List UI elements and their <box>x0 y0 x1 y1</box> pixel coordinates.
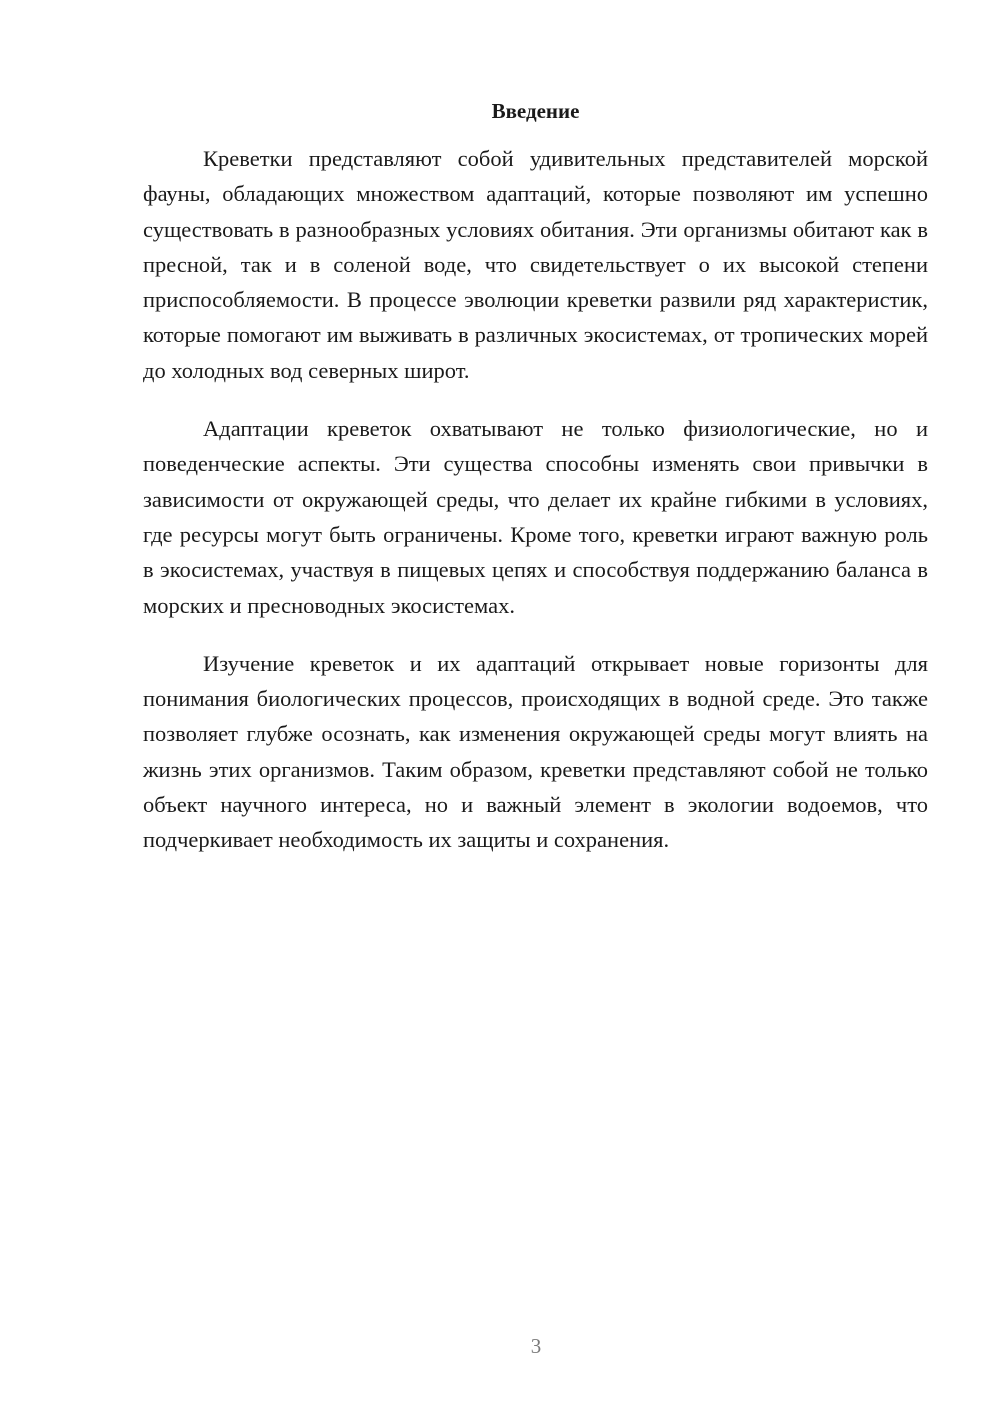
paragraph-2: Адаптации креветок охватывают не только физиологические, но и поведенческие аспекты. Эти существа способны изменять свои привычки в зависимости от окружающей среды, что делает их крайне гибкими в условиях, где ресурсы могут быть ограничены. Кроме того, креветки играют важную роль в экосистемах, участвуя в пищевых цепях и способствуя поддержанию баланса в морских и пресноводных экосистемах. <box>143 416 928 618</box>
section-heading: Введение <box>491 99 580 123</box>
paragraph-3: Изучение креветок и их адаптаций открывает новые горизонты для понимания биологических процессов, происходящих в водной среде. Это также позволяет глубже осознать, как изменения окружающей среды могут влиять на жизнь этих организмов. Таким образом, креветки представляют собой не только объект научного интереса, но и важный элемент в экологии водоемов, что подчеркивает необходимость их защиты и сохранения. <box>143 650 928 853</box>
page-number: 3 <box>530 1334 542 1358</box>
document-body <box>143 141 928 881</box>
paragraph-1: Креветки представляют собой удивительных представителей морской фауны, обладающих множеством адаптаций, которые позволяют им успешно существовать в разнообразных условиях обитания. Эти организмы обитают как в пресной, так и в соленой воде, что свидетельствует о их высокой степени приспособляемости. В процессе эволюции креветки развили ряд характеристик, которые помогают им выживать в различных экосистемах, от тропических морей до холодных вод северных широт. <box>143 146 928 383</box>
